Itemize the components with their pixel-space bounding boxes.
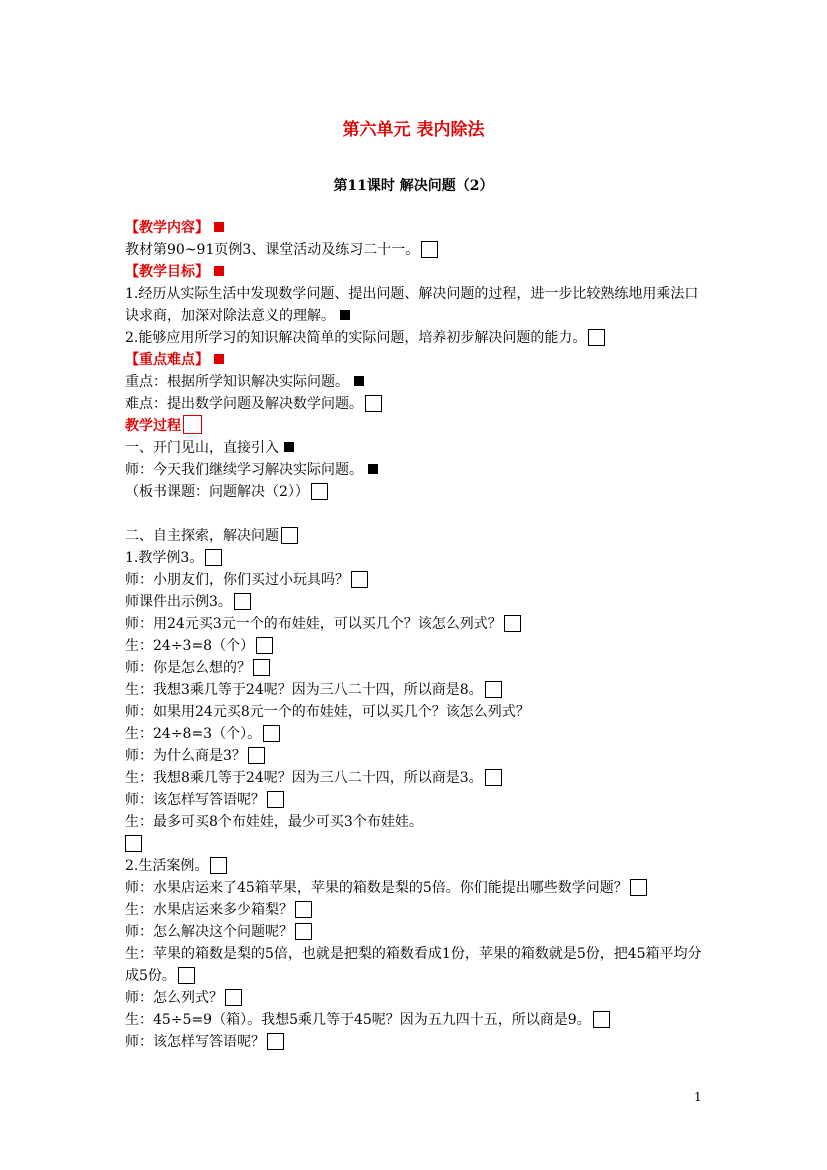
text-line: 生：我想8乘几等于24呢？因为三八二十四，所以商是3。 [125,767,705,789]
text-line: 1.教学例3。 [125,547,705,569]
text-line: 师：为什么商是3？ [125,745,705,767]
checkbox-icon [351,571,368,588]
checkbox-icon [485,681,502,698]
text-line: 2.生活案例。 [125,855,705,877]
text-line: 师：用24元买3元一个的布娃娃，可以买几个？该怎么列式？ [125,613,705,635]
checkbox-icon [210,857,227,874]
text-line: 师：小朋友们，你们买过小玩具吗？ [125,569,705,591]
text-line: 难点：提出数学问题及解决数学问题。 [125,393,705,415]
checkbox-icon [630,879,647,896]
text-line: 生：我想3乘几等于24呢？因为三八二十四，所以商是8。 [125,679,705,701]
checkbox-icon [178,967,195,984]
checkbox-icon [267,791,284,808]
lesson-subtitle: 第11课时 解决问题（2） [333,178,494,194]
bullet-square-icon [214,354,224,364]
bullet-square-icon [354,376,364,386]
text-line: 生：45÷5=9（箱）。我想5乘几等于45呢？因为五九四十五，所以商是9。 [125,1009,705,1031]
text-line: 生：24÷8=3（个）。 [125,723,705,745]
text-line: 教材第90~91页例3、课堂活动及练习二十一。 [125,239,705,261]
text-line: 二、自主探索，解决问题 [125,525,705,547]
bullet-square-icon [214,266,224,276]
bullet-square-icon [284,442,294,452]
text-line: 师：该怎样写答语呢？ [125,789,705,811]
section-heading-key: 【重点难点】 [125,349,705,371]
checkbox-icon [253,659,270,676]
checkbox-icon [248,747,265,764]
box-line [125,833,705,855]
checkbox-icon [225,989,242,1006]
text-line: （板书课题：问题解决（2）） [125,481,705,503]
section-heading-goals: 【教学目标】 [125,261,705,283]
text-line: 2.能够应用所学习的知识解决简单的实际问题，培养初步解决问题的能力。 [125,327,705,349]
text-line: 生：水果店运来多少箱梨？ [125,899,705,921]
checkbox-icon [256,637,273,654]
text-line: 1.经历从实际生活中发现数学问题、提出问题、解决问题的过程，进一步比较熟练地用乘法口诀求商，加深对除法意义的理解。 [125,286,699,324]
checkbox-icon [183,415,202,434]
bullet-square-icon [340,310,350,320]
checkbox-icon [234,593,251,610]
page-number: 1 [694,1090,702,1104]
checkbox-icon [421,241,438,258]
text-line: 师：今天我们继续学习解决实际问题。 [125,459,705,481]
unit-title: 第六单元 表内除法 [342,120,485,140]
checkbox-icon [504,615,521,632]
checkbox-icon [593,1011,610,1028]
text-line: 师：如果用24元买8元一个的布娃娃，可以买几个？该怎么列式？ [125,704,530,720]
text-line: 师：怎么解决这个问题呢？ [125,921,705,943]
text-line: 师：怎么列式？ [125,987,705,1009]
text-line: 生：24÷3=8（个） [125,635,705,657]
document-body [125,217,705,1053]
checkbox-icon [365,395,382,412]
section-heading-process: 教学过程 [125,415,705,437]
text-line: 师：你是怎么想的？ [125,657,705,679]
text-line: 师课件出示例3。 [125,591,705,613]
checkbox-icon [205,549,222,566]
checkbox-icon [125,835,142,852]
checkbox-icon [295,901,312,918]
text-line: 一、开门见山，直接引入 [125,437,705,459]
text-line: 重点：根据所学知识解决实际问题。 [125,371,705,393]
checkbox-icon [267,1033,284,1050]
bullet-square-icon [368,464,378,474]
text-line: 生：苹果的箱数是梨的5倍，也就是把梨的箱数看成1份，苹果的箱数就是5份，把45箱平均分成5份。 [125,946,702,984]
checkbox-icon [295,923,312,940]
section-heading-content: 【教学内容】 [125,217,705,239]
text-line: 生：最多可买8个布娃娃，最少可买3个布娃娃。 [125,814,423,830]
text-line: 师：该怎样写答语呢？ [125,1031,705,1053]
blank-line [125,503,705,525]
checkbox-icon [281,527,298,544]
checkbox-icon [311,483,328,500]
checkbox-icon [263,725,280,742]
text-line: 师：水果店运来了45箱苹果，苹果的箱数是梨的5倍。你们能提出哪些数学问题？ [125,877,705,899]
checkbox-icon [485,769,502,786]
bullet-square-icon [214,222,224,232]
checkbox-icon [588,329,605,346]
